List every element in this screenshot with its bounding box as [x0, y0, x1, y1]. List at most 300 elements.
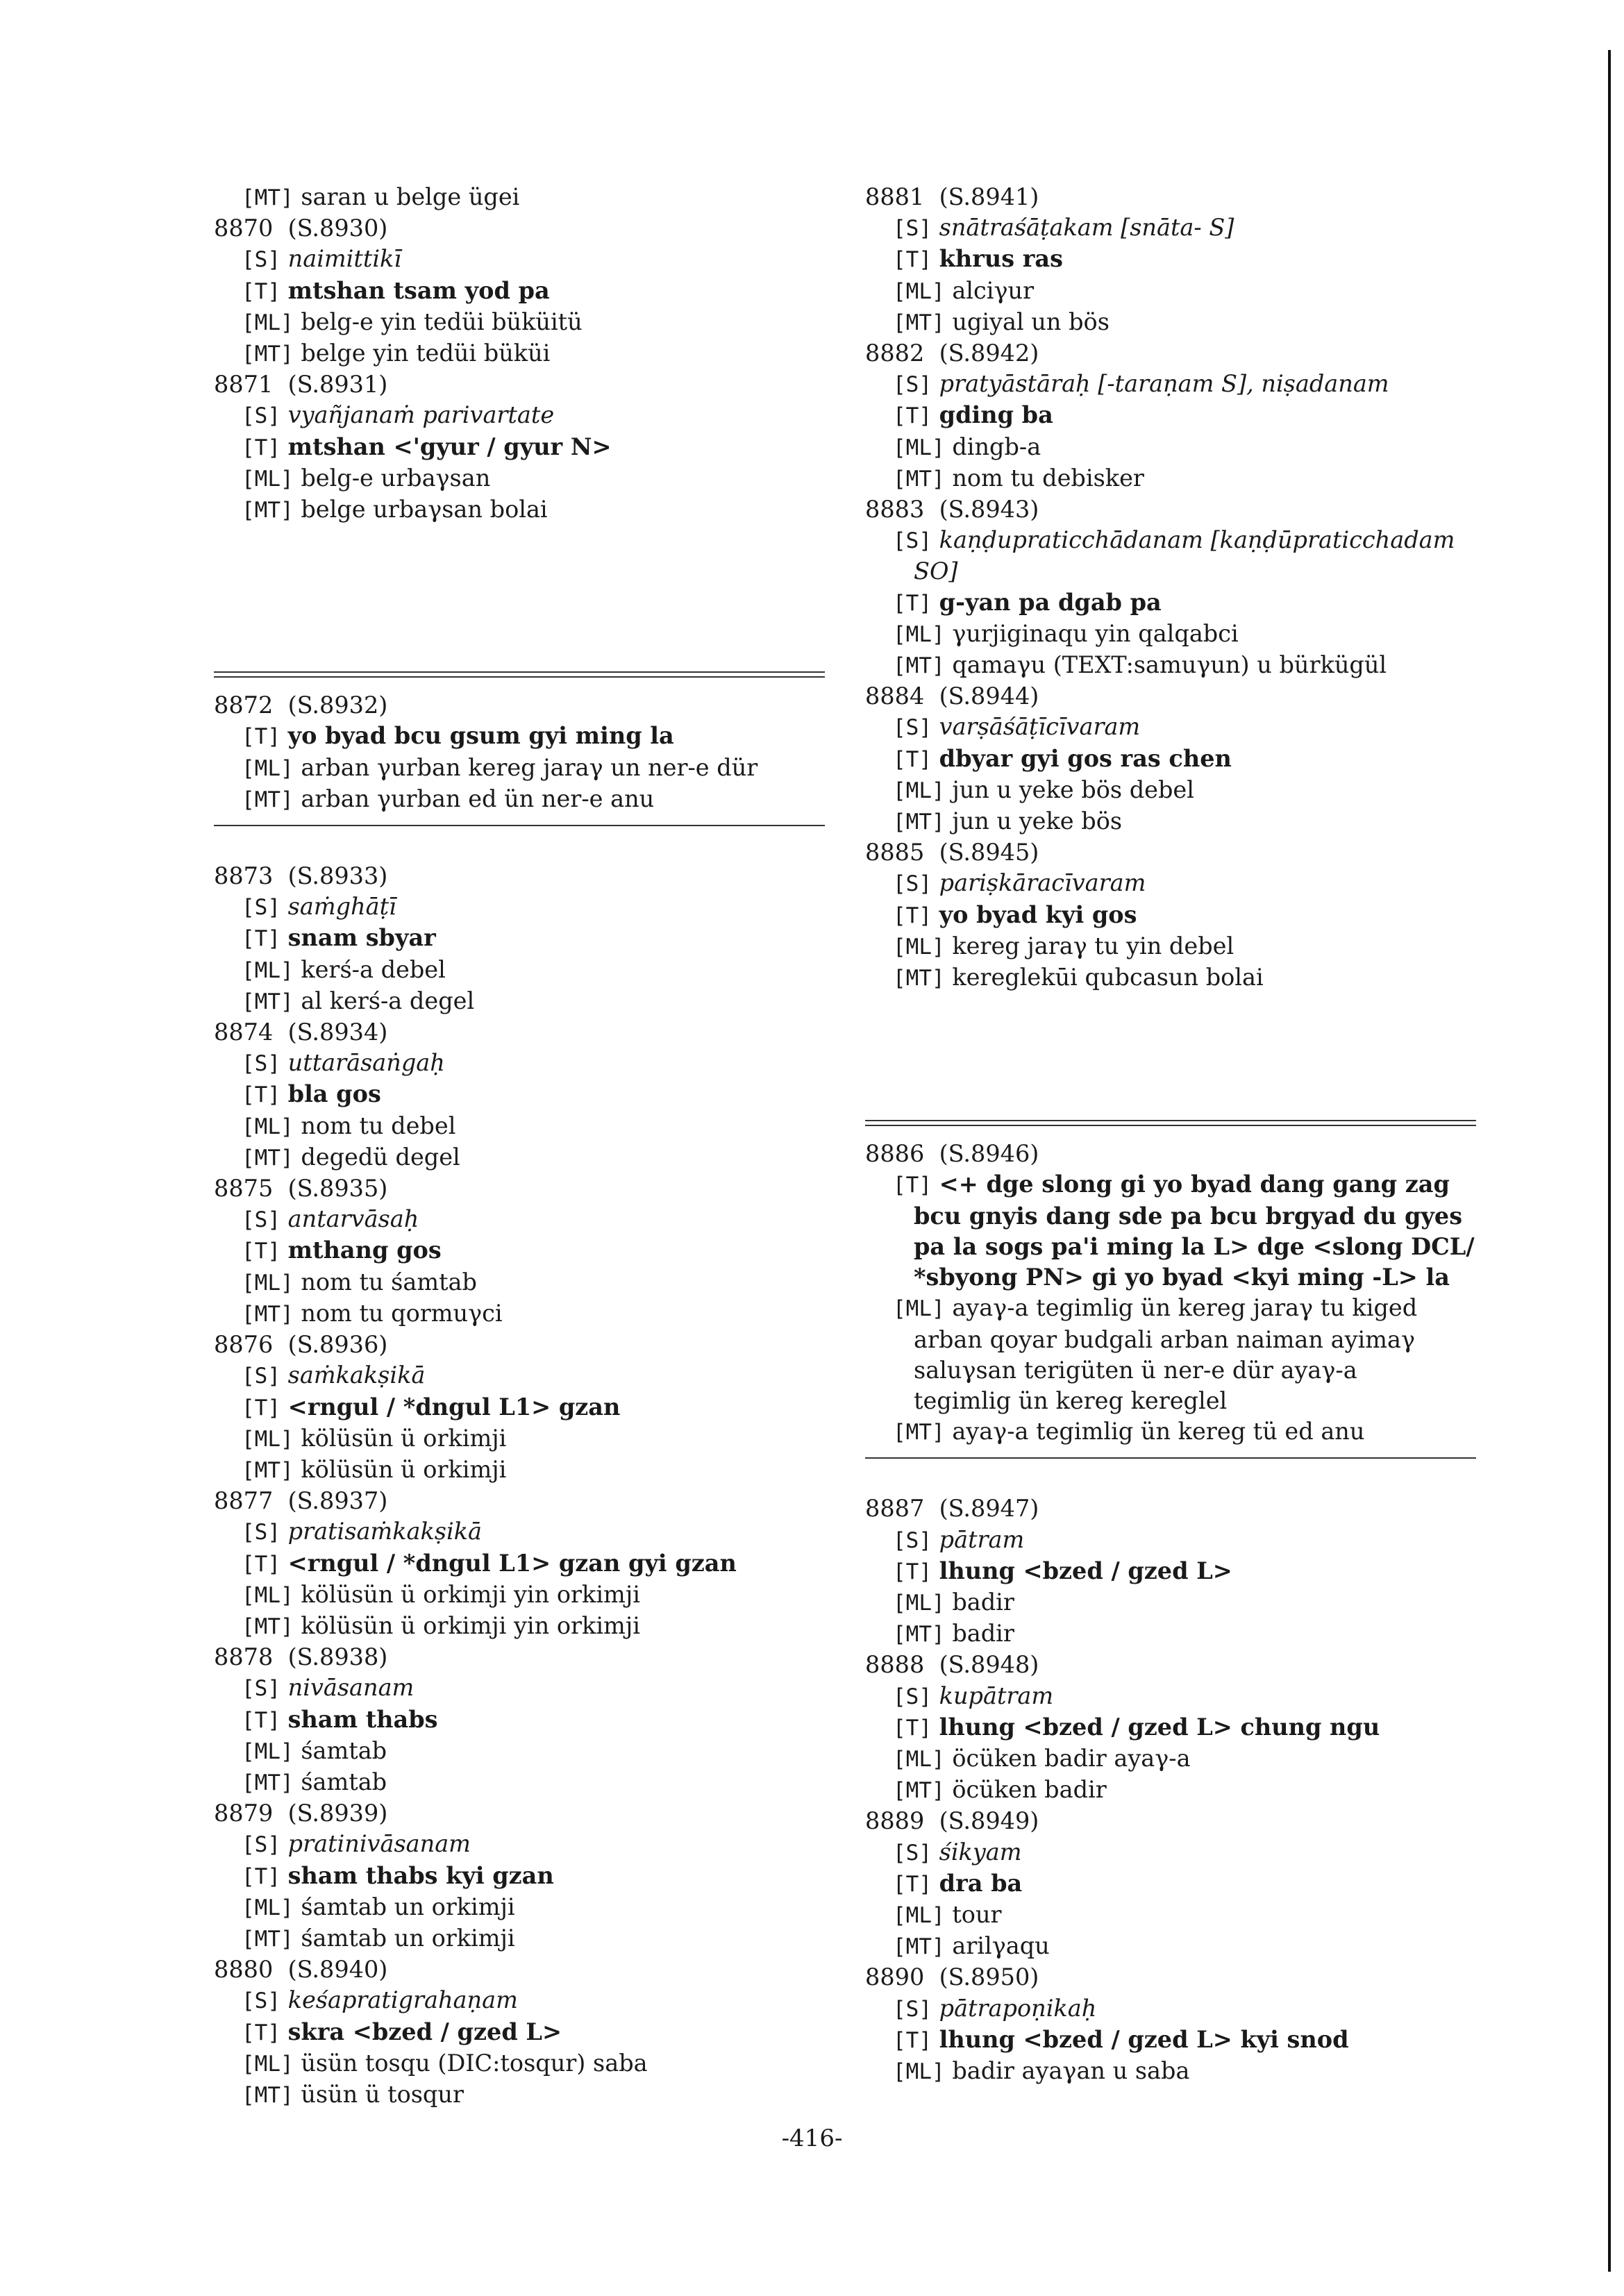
language-tag: [MT] [242, 1614, 294, 1639]
entry-number: 8870 [214, 215, 274, 242]
gloss-text: jun u yeke bös [952, 807, 1123, 835]
gloss-line [865, 276, 1476, 307]
sanskrit-ref: (S.8937) [287, 1487, 388, 1515]
gloss-line [214, 1392, 825, 1423]
gloss-line [865, 775, 1476, 806]
gloss-line [214, 338, 825, 369]
gloss-line [214, 1298, 825, 1330]
sanskrit-ref: (S.8947) [939, 1495, 1039, 1523]
gloss-text: mtshan <'gyur / gyur N> [287, 433, 612, 460]
entry-number: 8874 [214, 1019, 274, 1046]
gloss-text: antarvāsaḥ [287, 1205, 419, 1233]
gloss-line [214, 463, 825, 494]
gloss-text: g-yan pa dgab pa [939, 588, 1162, 616]
language-tag: [S] [893, 1840, 932, 1866]
section-divider [865, 1120, 1476, 1126]
language-tag: [MT] [242, 185, 294, 210]
language-tag: [S] [242, 1364, 281, 1389]
sanskrit-ref: (S.8933) [287, 862, 388, 890]
sanskrit-ref: (S.8934) [287, 1019, 388, 1046]
sanskrit-ref: (S.8936) [287, 1331, 388, 1359]
gloss-text: pratisaṁkakṣikā [287, 1518, 482, 1545]
sanskrit-ref: (S.8935) [287, 1175, 388, 1203]
gloss-text: kereg jaraγ tu yin debel [952, 932, 1234, 960]
gloss-line [214, 1204, 825, 1235]
gloss-continuation [865, 1232, 1476, 1262]
language-tag: [S] [242, 1676, 281, 1702]
gloss-line [214, 1048, 825, 1079]
gloss-text: lhung <bzed / gzed L> chung ngu [939, 1713, 1380, 1741]
gloss-text: kereglekūi qubcasun bolai [952, 964, 1264, 991]
language-tag: [MT] [242, 1457, 294, 1483]
gloss-text: keśapratigrahaṇam [287, 1986, 518, 2014]
gloss-continuation [865, 1355, 1476, 1386]
gloss-line [865, 432, 1476, 463]
section-divider [865, 1457, 1476, 1459]
gloss-text: kerś-a debel [301, 955, 446, 983]
gloss-line [865, 1993, 1476, 2025]
language-tag: [T] [893, 746, 932, 772]
gloss-line [865, 1525, 1476, 1556]
language-tag: [S] [242, 1207, 281, 1233]
gloss-line [865, 1618, 1476, 1650]
gloss-line [865, 806, 1476, 837]
language-tag: [MT] [893, 810, 945, 835]
entry-header [214, 369, 825, 400]
language-tag: [ML] [893, 2059, 945, 2084]
sanskrit-ref: (S.8950) [939, 1963, 1039, 1991]
gloss-text: arban γurban ed ün ner-e anu [301, 785, 655, 812]
entry-number: 8871 [214, 371, 274, 399]
sanskrit-ref: (S.8944) [939, 682, 1039, 710]
section-divider [214, 671, 825, 678]
sanskrit-ref: (S.8939) [287, 1800, 388, 1827]
gloss-text: dingb-a [952, 433, 1041, 460]
gloss-line [214, 1704, 825, 1736]
gloss-line [214, 244, 825, 275]
gloss-line [865, 525, 1476, 556]
language-tag: [T] [893, 2027, 932, 2053]
entry-header [214, 1954, 825, 1985]
language-tag: [ML] [893, 1296, 945, 1322]
gloss-text: pratyāstāraḥ [-taraṇam S], niṣadanam [939, 370, 1389, 398]
gloss-line [865, 619, 1476, 650]
gloss-text: pratinivāsanam [287, 1830, 471, 1858]
gloss-text: varṣāśāṭīcīvaram [939, 713, 1141, 741]
language-tag: [ML] [242, 1895, 294, 1920]
language-tag: [S] [242, 895, 281, 921]
gloss-line [214, 955, 825, 986]
gloss-line [214, 400, 825, 431]
sanskrit-ref: (S.8943) [939, 496, 1039, 523]
sanskrit-ref: (S.8945) [939, 839, 1039, 866]
entry-header [865, 1139, 1476, 1169]
gloss-text: SO] [914, 558, 958, 585]
gloss-line [865, 1712, 1476, 1743]
language-tag: [T] [893, 590, 932, 616]
gloss-text: belge yin tedüi büküi [301, 340, 551, 367]
gloss-continuation [865, 556, 1476, 587]
sanskrit-ref: (S.8946) [939, 1140, 1039, 1168]
gloss-text: belg-e yin tedüi büküitü [301, 308, 583, 335]
sanskrit-ref: (S.8930) [287, 215, 388, 242]
margin-scan-line [1608, 50, 1611, 2272]
gloss-text: kaṇḍupraticchādanam [kaṇḍūpraticchadam [939, 526, 1455, 554]
gloss-line [865, 1681, 1476, 1712]
gloss-text: pātrapoṇikaḥ [939, 1994, 1097, 2022]
language-tag: [T] [242, 1551, 281, 1577]
language-tag: [S] [242, 403, 281, 429]
gloss-line [214, 1267, 825, 1298]
gloss-line [214, 1861, 825, 1892]
gloss-text: saran u belge ügei [301, 183, 520, 210]
entry-header [214, 861, 825, 891]
gloss-text: uttarāsaṅgaḥ [287, 1049, 445, 1077]
entry-number: 8880 [214, 1956, 274, 1984]
entry-number: 8888 [865, 1651, 925, 1679]
entry-number: 8887 [865, 1495, 925, 1523]
gloss-text: üsün ü tosqur [301, 2080, 464, 2108]
gloss-line [865, 650, 1476, 681]
entry-number: 8890 [865, 1963, 925, 1991]
language-tag: [MT] [242, 1301, 294, 1327]
language-tag: [ML] [242, 1270, 294, 1296]
gloss-line [214, 1985, 825, 2016]
gloss-line [214, 2079, 825, 2111]
language-tag: [ML] [242, 310, 294, 335]
entry-number: 8883 [865, 496, 925, 523]
gloss-text: *sbyong PN> gi yo byad <kyi ming -L> la [914, 1264, 1450, 1291]
entry-header [214, 1642, 825, 1673]
language-tag: [T] [893, 1715, 932, 1741]
gloss-line [214, 307, 825, 338]
gloss-line [214, 2017, 825, 2048]
entry-number: 8882 [865, 340, 925, 367]
gloss-text: kupātram [939, 1682, 1054, 1709]
gloss-line [865, 1868, 1476, 1900]
entry-header [865, 1962, 1476, 1993]
gloss-line [214, 1548, 825, 1579]
language-tag: [T] [893, 403, 932, 429]
language-tag: [ML] [242, 957, 294, 983]
gloss-line [865, 1775, 1476, 1806]
gloss-line [865, 1743, 1476, 1775]
gloss-line [214, 1673, 825, 1704]
language-tag: [MT] [893, 1778, 945, 1804]
language-tag: [T] [893, 903, 932, 928]
gloss-text: degedü degel [301, 1143, 460, 1171]
sanskrit-ref: (S.8938) [287, 1643, 388, 1671]
gloss-line [214, 753, 825, 784]
gloss-text: ayaγ-a tegimlig ün kereg tü ed anu [952, 1418, 1365, 1446]
gloss-text: saṁghāṭī [287, 893, 396, 921]
gloss-text: kölüsün ü orkimji yin orkimji [301, 1580, 640, 1608]
right-top-block [865, 182, 1476, 994]
gloss-continuation [865, 1262, 1476, 1293]
gloss-text: <+ dge slong gi yo byad dang gang zag [939, 1171, 1450, 1198]
gloss-text: nom tu qormuγci [301, 1299, 503, 1327]
language-tag: [S] [893, 1527, 932, 1553]
gloss-text: arban qoyar budgali arban naiman ayimaγ [914, 1325, 1415, 1353]
language-tag: [T] [242, 724, 281, 750]
section-divider [214, 825, 825, 826]
gloss-line [214, 1360, 825, 1391]
gloss-text: arban γurban kereg jaraγ un ner-e dür [301, 753, 758, 781]
gloss-text: yo byad kyi gos [939, 900, 1137, 928]
language-tag: [MT] [893, 966, 945, 991]
gloss-text: <rngul / *dngul L1> gzan gyi gzan [287, 1549, 737, 1577]
gloss-text: badir ayaγan u saba [952, 2056, 1190, 2084]
gloss-text: lhung <bzed / gzed L> [939, 1557, 1232, 1584]
entry-number: 8872 [214, 692, 274, 719]
gloss-line [214, 986, 825, 1017]
gloss-text: sham thabs kyi gzan [287, 1861, 554, 1889]
gloss-text: nom tu debisker [952, 464, 1144, 492]
entry-header [214, 1798, 825, 1829]
gloss-line [214, 2048, 825, 2079]
gloss-line [214, 1579, 825, 1611]
language-tag: [S] [893, 1996, 932, 2022]
sanskrit-ref: (S.8940) [287, 1956, 388, 1984]
entry-header [865, 494, 1476, 525]
language-tag: [S] [893, 528, 932, 554]
language-tag: [S] [242, 1988, 281, 2014]
left-bottom-block [214, 861, 825, 2111]
gloss-line [865, 900, 1476, 931]
gloss-text: qamaγu (TEXT:samuγun) u bürkügül [952, 651, 1387, 679]
entry-header [214, 1330, 825, 1360]
gloss-text: nom tu debel [301, 1112, 456, 1139]
language-tag: [ML] [893, 1746, 945, 1772]
gloss-text: mtshan tsam yod pa [287, 276, 550, 304]
language-tag: [ML] [242, 755, 294, 781]
entry-header [865, 1493, 1476, 1524]
entry-number: 8886 [865, 1140, 925, 1168]
left-top-block [214, 182, 825, 526]
gloss-text: śamtab [301, 1768, 387, 1795]
gloss-text: alciγur [952, 276, 1035, 304]
gloss-line [865, 1293, 1476, 1324]
language-tag: [ML] [242, 1738, 294, 1764]
gloss-line [214, 432, 825, 463]
gloss-text: śamtab [301, 1736, 387, 1764]
gloss-text: sham thabs [287, 1705, 438, 1733]
language-tag: [T] [242, 926, 281, 952]
gloss-text: bcu gnyis dang sde pa bcu brgyad du gyes [914, 1202, 1463, 1230]
gloss-text: pātram [939, 1525, 1025, 1553]
gloss-line [865, 307, 1476, 338]
entry-number: 8889 [865, 1807, 925, 1835]
language-tag: [MT] [242, 2082, 294, 2108]
gloss-text: śikyam [939, 1838, 1022, 1866]
language-tag: [ML] [893, 1590, 945, 1616]
gloss-line [865, 1556, 1476, 1587]
gloss-line [214, 721, 825, 752]
entry-header [214, 690, 825, 721]
language-tag: [ML] [893, 778, 945, 803]
language-tag: [ML] [242, 1114, 294, 1139]
gloss-text: śamtab un orkimji [301, 1893, 515, 1920]
gloss-text: bla gos [287, 1080, 381, 1108]
gloss-line [865, 868, 1476, 899]
gloss-line [865, 1587, 1476, 1618]
gloss-text: öcüken badir ayaγ-a [952, 1744, 1191, 1772]
gloss-text: kölüsün ü orkimji yin orkimji [301, 1611, 640, 1639]
gloss-text: ayaγ-a tegimlig ün kereg jaraγ tu kiged [952, 1294, 1418, 1322]
gloss-text: nom tu śamtab [301, 1268, 477, 1296]
gloss-line [214, 494, 825, 526]
language-tag: [S] [893, 715, 932, 741]
gloss-line [865, 712, 1476, 743]
language-tag: [MT] [242, 989, 294, 1014]
gloss-continuation [865, 1201, 1476, 1232]
gloss-line [865, 1837, 1476, 1868]
right-bottom-block [865, 1493, 1476, 2087]
language-tag: [T] [242, 1082, 281, 1108]
gloss-text: al kerś-a degel [301, 987, 475, 1014]
language-tag: [MT] [242, 787, 294, 812]
language-tag: [T] [893, 1173, 932, 1198]
language-tag: [MT] [242, 342, 294, 367]
gloss-line [865, 244, 1476, 275]
gloss-line [865, 212, 1476, 244]
language-tag: [MT] [893, 466, 945, 492]
gloss-text: naimittikī [287, 245, 402, 273]
gloss-text: lhung <bzed / gzed L> kyi snod [939, 2025, 1349, 2053]
gloss-line [865, 463, 1476, 494]
entry-header [865, 338, 1476, 369]
language-tag: [S] [242, 247, 281, 273]
gloss-line [214, 1516, 825, 1548]
language-tag: [S] [242, 1051, 281, 1077]
gloss-line [865, 2056, 1476, 2087]
gloss-text: ugiyal un bös [952, 308, 1110, 335]
language-tag: [T] [242, 2020, 281, 2045]
gloss-text: tegimlig ün kereg kereglel [914, 1386, 1228, 1414]
gloss-line [865, 1900, 1476, 1931]
gloss-line [214, 784, 825, 815]
language-tag: [MT] [242, 1770, 294, 1795]
gloss-text: belge urbaγsan bolai [301, 496, 548, 523]
entry-number: 8881 [865, 183, 925, 210]
gloss-text: belg-e urbaγsan [301, 464, 491, 492]
gloss-line [214, 182, 825, 213]
language-tag: [S] [893, 871, 932, 897]
entry-header [214, 1486, 825, 1516]
gloss-text: pariṣkāracīvaram [939, 869, 1146, 897]
language-tag: [S] [893, 372, 932, 398]
entry-number: 8884 [865, 682, 925, 710]
entry-number: 8878 [214, 1643, 274, 1671]
language-tag: [MT] [242, 498, 294, 523]
gloss-text: kölüsün ü orkimji [301, 1455, 507, 1483]
gloss-line [214, 1829, 825, 1860]
gloss-text: arilγaqu [952, 1932, 1050, 1960]
language-tag: [T] [242, 1707, 281, 1733]
language-tag: [T] [242, 1863, 281, 1889]
language-tag: [ML] [242, 1582, 294, 1608]
entry-number: 8875 [214, 1175, 274, 1203]
sanskrit-ref: (S.8948) [939, 1651, 1039, 1679]
language-tag: [ML] [242, 466, 294, 492]
gloss-line [865, 744, 1476, 775]
language-tag: [T] [242, 1239, 281, 1264]
gloss-line [214, 1142, 825, 1173]
language-tag: [MT] [242, 1926, 294, 1952]
gloss-text: vyañjanaṁ parivartate [287, 401, 555, 429]
language-tag: [MT] [242, 1145, 294, 1171]
page-number: -416- [781, 2125, 843, 2152]
gloss-text: mthang gos [287, 1237, 442, 1264]
sanskrit-ref: (S.8949) [939, 1807, 1039, 1835]
left-column [214, 182, 825, 2111]
language-tag: [MT] [893, 1622, 945, 1648]
gloss-line [214, 276, 825, 307]
language-tag: [ML] [242, 1426, 294, 1452]
gloss-text: dra ba [939, 1869, 1023, 1897]
gloss-text: saluγsan terigüten ü ner-e dür ayaγ-a [914, 1356, 1357, 1384]
gloss-line [214, 1235, 825, 1266]
gloss-line [865, 1169, 1476, 1200]
gloss-text: khrus ras [939, 245, 1063, 273]
language-tag: [ML] [242, 2051, 294, 2077]
gloss-line [865, 1416, 1476, 1448]
entry-header [865, 837, 1476, 868]
gloss-text: badir [952, 1620, 1014, 1648]
gloss-text: öcüken badir [952, 1776, 1107, 1804]
language-tag: [ML] [893, 435, 945, 460]
sanskrit-ref: (S.8942) [939, 340, 1039, 367]
gloss-text: skra <bzed / gzed L> [287, 2018, 562, 2045]
entry-header [214, 1017, 825, 1048]
gloss-text: nivāsanam [287, 1674, 415, 1702]
language-tag: [MT] [893, 1420, 945, 1446]
gloss-text: snātraśāṭakam [snāta- S] [939, 214, 1234, 242]
gloss-text: gding ba [939, 401, 1053, 429]
gloss-line [214, 1079, 825, 1110]
language-tag: [T] [242, 435, 281, 460]
right-column [865, 182, 1476, 2087]
entry-number: 8873 [214, 862, 274, 890]
language-tag: [S] [893, 216, 932, 242]
entry-8872-block [214, 690, 825, 815]
gloss-line [214, 1611, 825, 1642]
entry-number: 8885 [865, 839, 925, 866]
gloss-line [214, 1423, 825, 1455]
gloss-line [865, 962, 1476, 994]
language-tag: [T] [893, 247, 932, 273]
entry-number: 8879 [214, 1800, 274, 1827]
gloss-line [214, 1892, 825, 1923]
language-tag: [S] [242, 1832, 281, 1858]
gloss-line [865, 2025, 1476, 2056]
gloss-line [865, 587, 1476, 619]
gloss-line [865, 1931, 1476, 1962]
entry-header [214, 1173, 825, 1204]
gloss-line [214, 1923, 825, 1954]
language-tag: [MT] [893, 1934, 945, 1960]
language-tag: [T] [893, 1559, 932, 1584]
language-tag: [ML] [893, 621, 945, 647]
gloss-line [214, 1111, 825, 1142]
entry-header [865, 1650, 1476, 1680]
gloss-text: yo byad bcu gsum gyi ming la [287, 722, 674, 750]
entry-header [865, 1806, 1476, 1836]
sanskrit-ref: (S.8941) [939, 183, 1039, 210]
gloss-text: tour [952, 1900, 1002, 1928]
language-tag: [S] [893, 1684, 932, 1709]
gloss-line [214, 923, 825, 954]
